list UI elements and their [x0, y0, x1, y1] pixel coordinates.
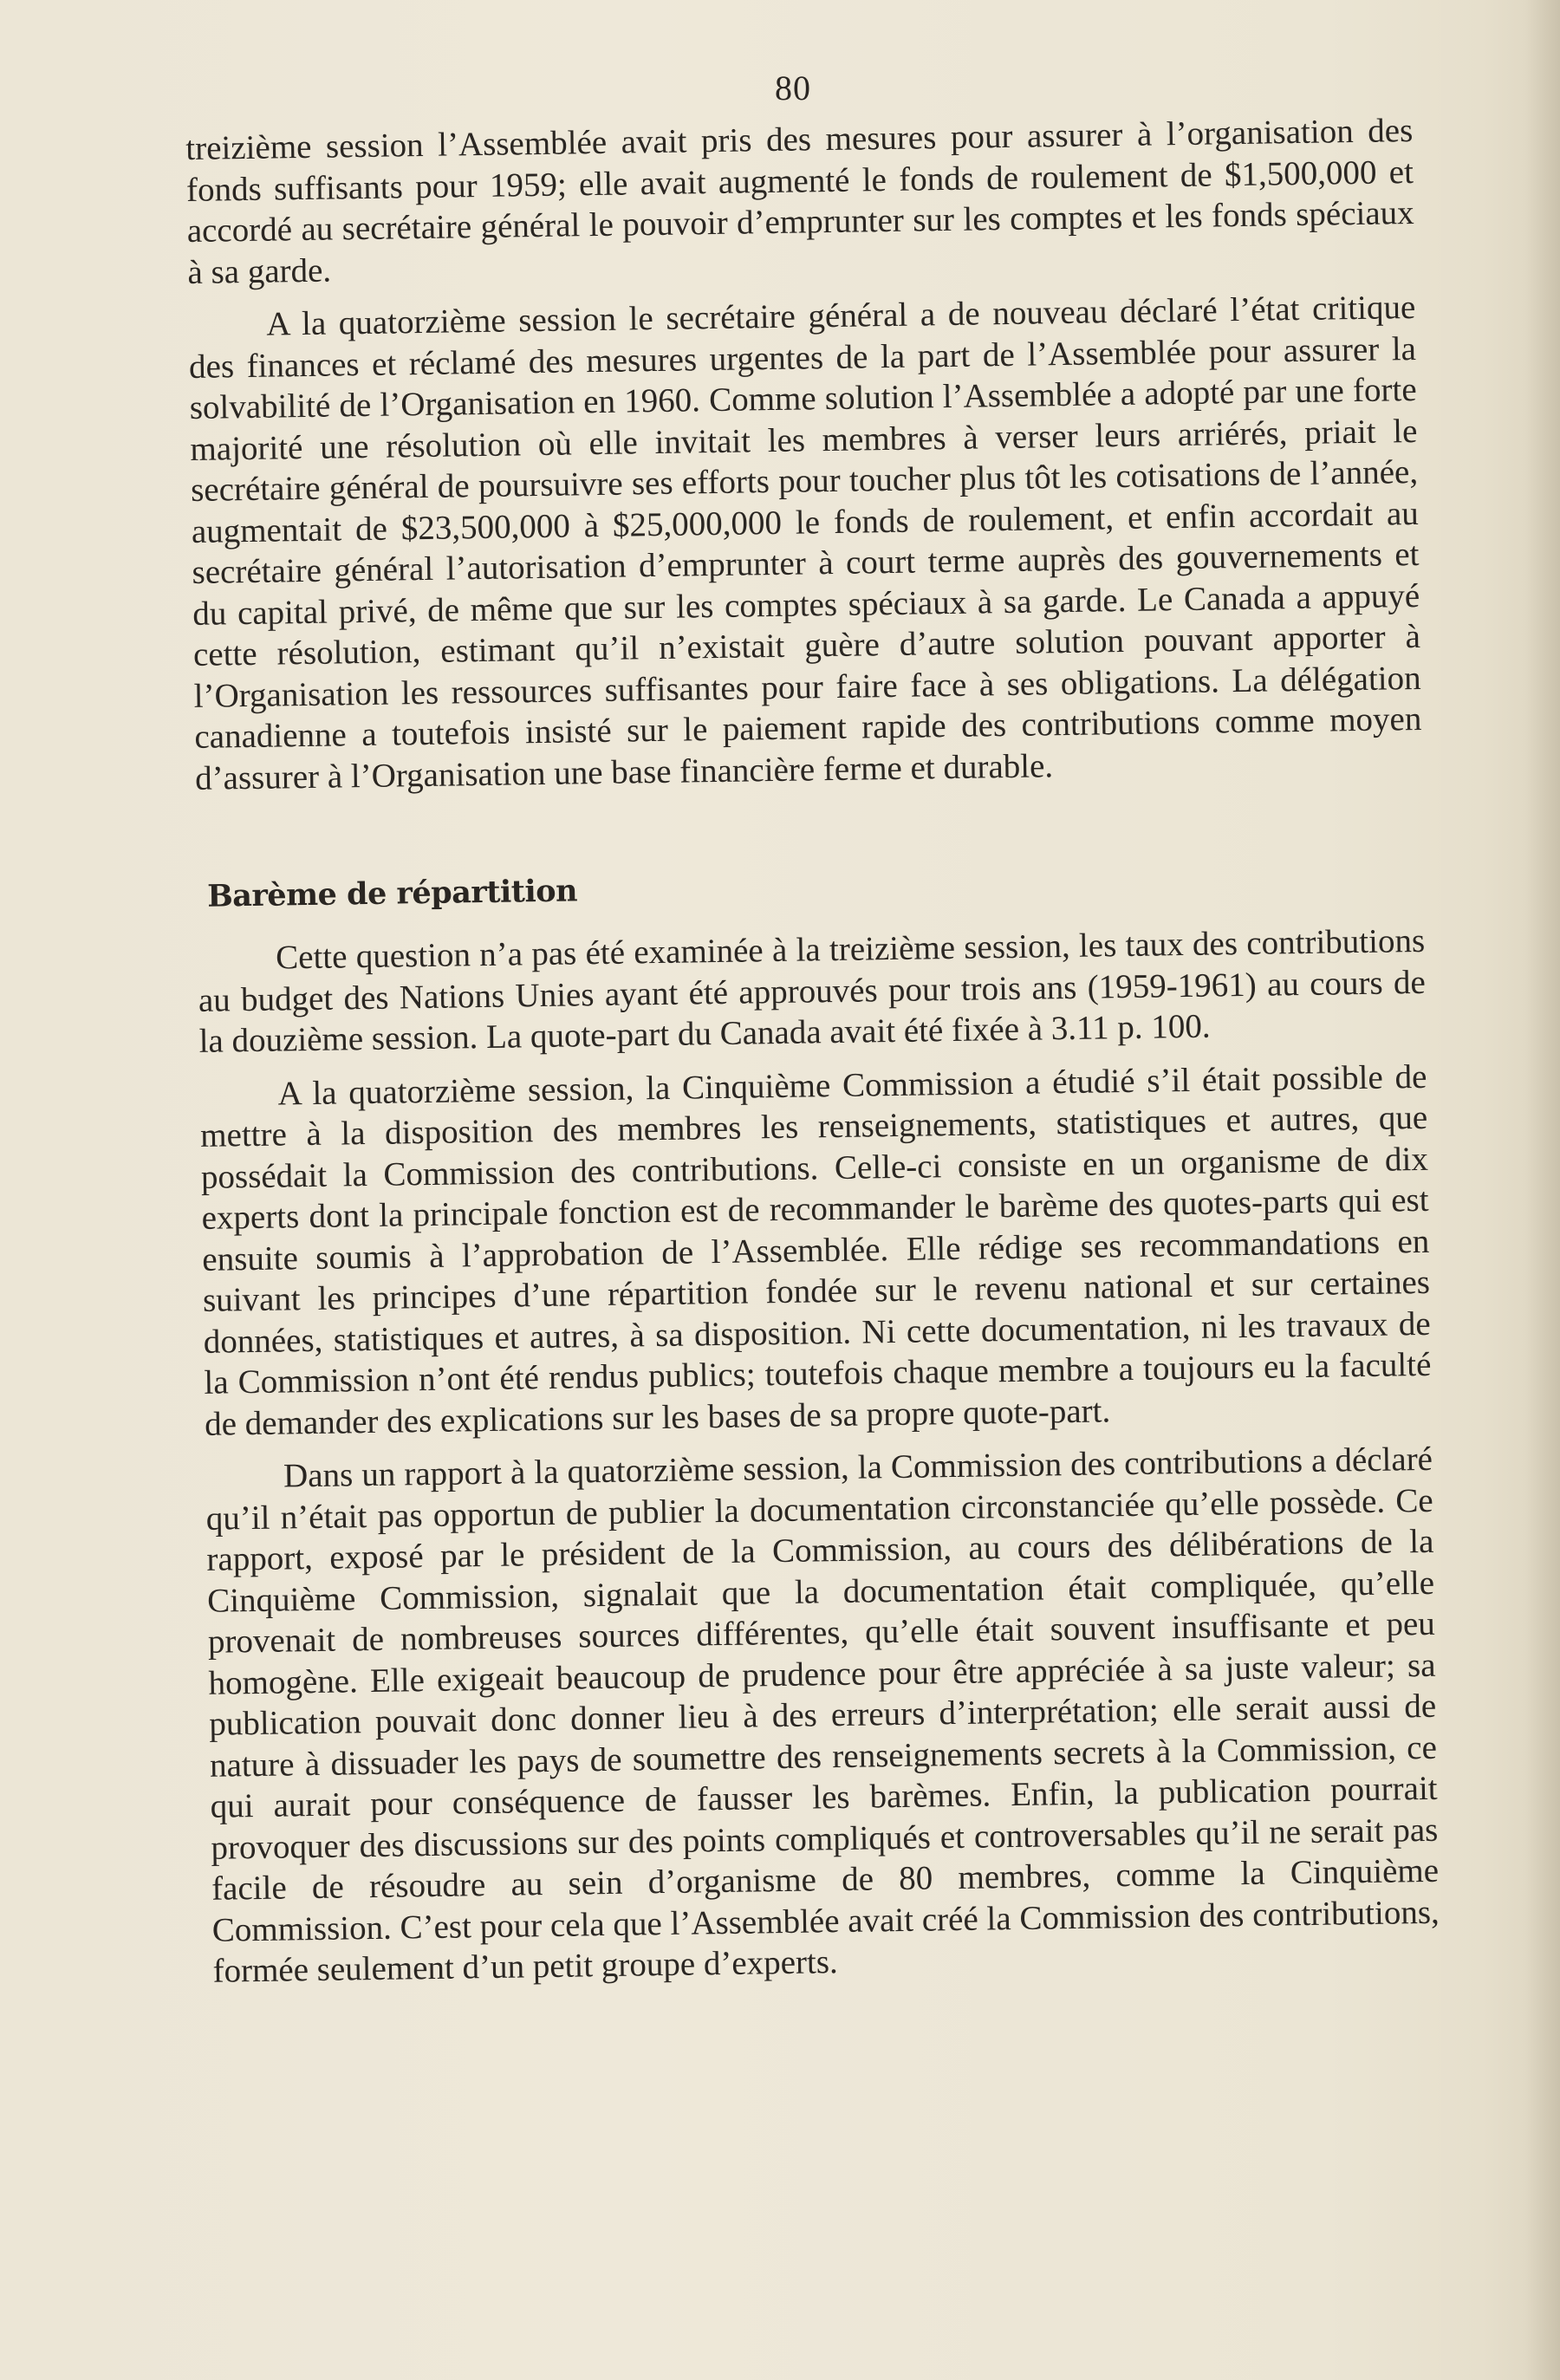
body-text	[185, 110, 1440, 2004]
paragraph-quatorzieme-session: A la quatorzième session le secrétaire général a de nouveau déclaré l’état critique des finances et réclamé des mesures urgentes de la part de l’Assemblée pour assurer la solvabilité de l’Organisation en 1960. Comme solution l’Assemblée a adopté par une forte majorité une résolution où elle invitait les membres à verser leurs arriérés, priait le secrétaire général de poursuivre ses efforts pour toucher plus tôt les cotisations de l’année, augmentait de $23,500,000 à $25,000,000 le fonds de roulement, et enfin accordait au secrétaire général l’autorisation d’emprunter à court terme auprès des gouvernements et du capital privé, de même que sur les comptes spéciaux à sa garde. Le Canada a appuyé cette résolution, estimant qu’il n’existait guère d’autre solution pouvant apporter à l’Organisation les ressources suffisantes pour faire face à ses obligations. La délégation canadienne a toutefois insisté sur le paiement rapide des contributions comme moyen d’assurer à l’Organisation une base financière ferme et durable.	[188, 288, 1422, 797]
paragraph-continued: treizième session l’Assemblée avait pris des mesures pour assurer à l’organisation des fonds suffisants pour 1959; elle avait augmenté le fonds de roulement de $1,500,000 et accordé au secrétaire général le pouvoir d’emprunter sur les comptes et les fonds spéciaux à sa garde.	[185, 111, 1414, 291]
page-edge-shadow	[1525, 0, 1560, 2380]
section-bareme	[198, 920, 1440, 1992]
paragraph-cinquieme-commission: A la quatorzième session, la Cinquième Commission a étudié s’il était possible de mettre à la disposition des membres les renseignements, statistiques et autres, que possédait la Commission des contributions. Celle-ci consiste en un organisme de dix experts dont la principale fonction est de recommander le barème des quotes-parts qui est ensuite soumis à l’approbation de l’Assemblée. Elle rédige ses recommandations en suivant les principes d’une répartition fondée sur le revenu national et sur certaines données, statistiques et autres, à sa disposition. Ni cette documentation, ni les travaux de la Commission n’ont été rendus publics; toutefois chaque membre a toujours eu la faculté de demander des explications sur les bases de sa propre quote-part.	[199, 1057, 1432, 1443]
page-number: 80	[775, 68, 811, 107]
paragraph-rapport-commission: Dans un rapport à la quatorzième session, la Commission des contributions a déclaré qu’il n’était pas opportun de publier la documentation circonstanciée qu’elle possède. Ce rapport, exposé par le président de la Commission, au cours des délibérations de la Cinquième Commission, signalait que la documentation était compliquée, qu’elle provenait de nombreuses sources différentes, qu’elle était souvent insuffisante et peu homogène. Elle exigeait beaucoup de prudence pour être appréciée à sa juste valeur; sa publication pouvait donc donner lieu à des erreurs d’interprétation; elle serait aussi de nature à dissuader les pays de soumettre des renseignements secrets à la Commission, ce qui aurait pour conséquence de fausser les barèmes. Enfin, la publication pourrait provoquer des discussions sur des points compliqués et controversables qu’il ne serait pas facile de résoudre au sein d’organisme de 80 membres, comme la Cinquième Commission. C’est pour cela que l’Assemblée avait créé la Commission des contributions, formée seulement d’un petit groupe d’experts.	[205, 1440, 1440, 1990]
paragraph-treizieme-session: Cette question n’a pas été examinée à la treizième session, les taux des contributions au budget des Nations Unies ayant été approuvés pour trois ans (1959-1961) au cours de la douzième session. La quote-part du Canada avait été fixée à 3.11 p. 100.	[198, 921, 1427, 1060]
section-heading: Barème de répartition	[206, 873, 578, 914]
